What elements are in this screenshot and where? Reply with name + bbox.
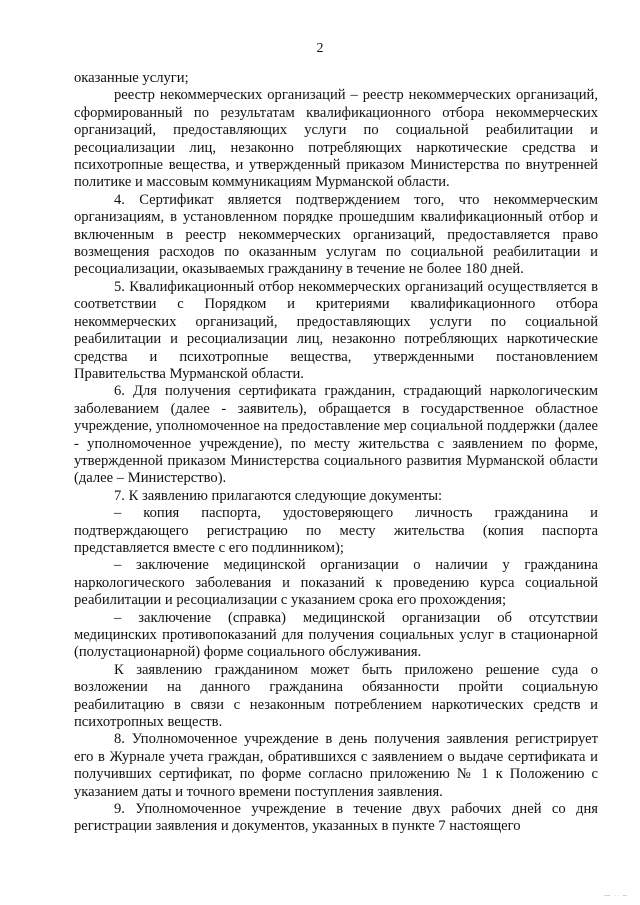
list-item-passport: – копия паспорта, удостоверяющего личность гражданина и подтверждающего регистрацию по месту жительства (копия паспорта представляется вместе с его подлинником); bbox=[74, 505, 598, 556]
paragraph-4: 4. Сертификат является подтверждением того, что некоммерческим организациям, в установленном порядке прошедшим квалификационный отбор и включенным в реестр некоммерческих организаций, предоставляется право возмещения расходов по оказанным услугам по социальной реабилитации и ресоциализации, оказываемых гражданину в течение не более 180 дней. bbox=[74, 191, 598, 278]
document-body bbox=[74, 70, 598, 836]
list-item-medical-certificate: – заключение (справка) медицинской организации об отсутствии медицинских противопоказаний для получения социальных услуг в стационарной (полустационарной) форме социального обслуживания. bbox=[74, 609, 598, 661]
paragraph-6: 6. Для получения сертификата гражданин, страдающий наркологическим заболеванием (далее - заявитель), обращается в государственное областное учреждение, уполномоченное на предоставление мер социальной поддержки (далее - уполномоченное учреждение), по месту жительства с заявлением по форме, утвержденной приказом Министерства социального развития Мурманской области (далее – Министерство). bbox=[74, 383, 598, 487]
paragraph-continuation: оказанные услуги; bbox=[74, 70, 189, 86]
paragraph-8: 8. Уполномоченное учреждение в день получения заявления регистрирует его в Журнале учета граждан, обратившихся с заявлением о выдаче сертификата и получивших сертификат, по форме согласно приложению № 1 к Положению с указанием даты и точного времени поступления заявления. bbox=[74, 731, 598, 800]
list-item-medical-conclusion: – заключение медицинской организации о наличии у гражданина наркологического заболевания и показаний к проведению курса социальной реабилитации и ресоциализации с указанием срока его прохождения; bbox=[74, 557, 598, 609]
paragraph-court-decision: К заявлению гражданином может быть приложено решение суда о возложении на данного гражданина обязанности пройти социальную реабилитацию в связи с незаконным потреблением наркотических средств и психотропных веществ. bbox=[74, 661, 598, 731]
paragraph-registry-definition: реестр некоммерческих организаций – реестр некоммерческих организаций, сформированный по результатам квалификационного отбора некоммерческих организаций, предоставляющих услуги по социальной реабилитации и ресоциализации лиц, незаконно потребляющих наркотические средства и психотропные вещества, и утвержденный приказом Министерства по внутренней политике и массовым коммуникациям Мурманской области. bbox=[74, 87, 598, 191]
paragraph-7: 7. К заявлению прилагаются следующие документы: bbox=[114, 487, 443, 504]
paragraph-5: 5. Квалификационный отбор некоммерческих организаций осуществляется в соответствии с Порядком и критериями квалификационного отбора некоммерческих организаций, предоставляющих услуги по социальной реабилитации и ресоциализации лиц, незаконно потребляющих наркотические средства и психотропные вещества, утвержденными постановлением Правительства Мурманской области. bbox=[74, 278, 598, 382]
page-number: 2 bbox=[316, 41, 324, 56]
scan-corner-mark-icon: — ·· ─ bbox=[604, 893, 628, 899]
paragraph-9: 9. Уполномоченное учреждение в течение двух рабочих дней со дня регистрации заявления и документов, указанных в пункте 7 настоящего bbox=[74, 801, 598, 835]
